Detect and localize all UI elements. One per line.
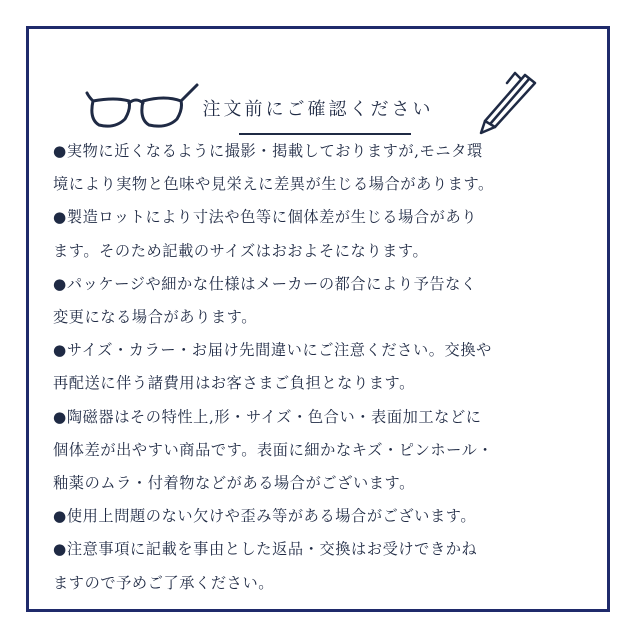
note-line: 変更になる場合があります。 [53,308,258,327]
note-line: 再配送に伴う諸費用はお客さまご負担となります。 [53,374,415,393]
notice-frame [26,26,610,612]
note-item [53,500,593,533]
pen-icon [473,69,543,139]
note-line: ●陶磁器はその特性上,形・サイズ・色合い・表面加工などに [53,407,482,426]
note-line: ●パッケージや細かな仕様はメーカーの都合により予告なく [53,274,477,293]
note-line: ●製造ロットにより寸法や色等に個体差が生じる場合があり [53,208,478,227]
note-line: ●注意事項に記載を事由とした返品・交換はお受けできかね [53,540,478,559]
note-line: 釉薬のムラ・付着物などがある場合がございます。 [53,474,415,493]
note-line: ます。そのため記載のサイズはおおよそになります。 [53,241,429,260]
note-line: 個体差が出やすい商品です。表面に細かなキズ・ピンホール・ [53,440,494,459]
notice-title: 注文前にご確認ください [202,99,434,120]
note-line: ますので予めご了承ください。 [53,573,275,592]
notice-header [29,65,607,145]
notes-list [53,135,593,600]
note-item [53,334,593,400]
note-item [53,135,593,201]
note-item [53,268,593,334]
note-line: 境により実物と色味や見栄えに差異が生じる場合があります。 [53,175,494,194]
note-item [53,201,593,267]
note-item [53,401,593,501]
note-line: ●実物に近くなるように撮影・掲載しておりますが,モニタ環 [53,142,483,160]
note-item [53,533,593,599]
note-line: ●サイズ・カラー・お届け先間違いにご注意ください。交換や [53,341,492,360]
note-line: ●使用上問題のない欠けや歪み等がある場合がございます。 [53,507,477,526]
